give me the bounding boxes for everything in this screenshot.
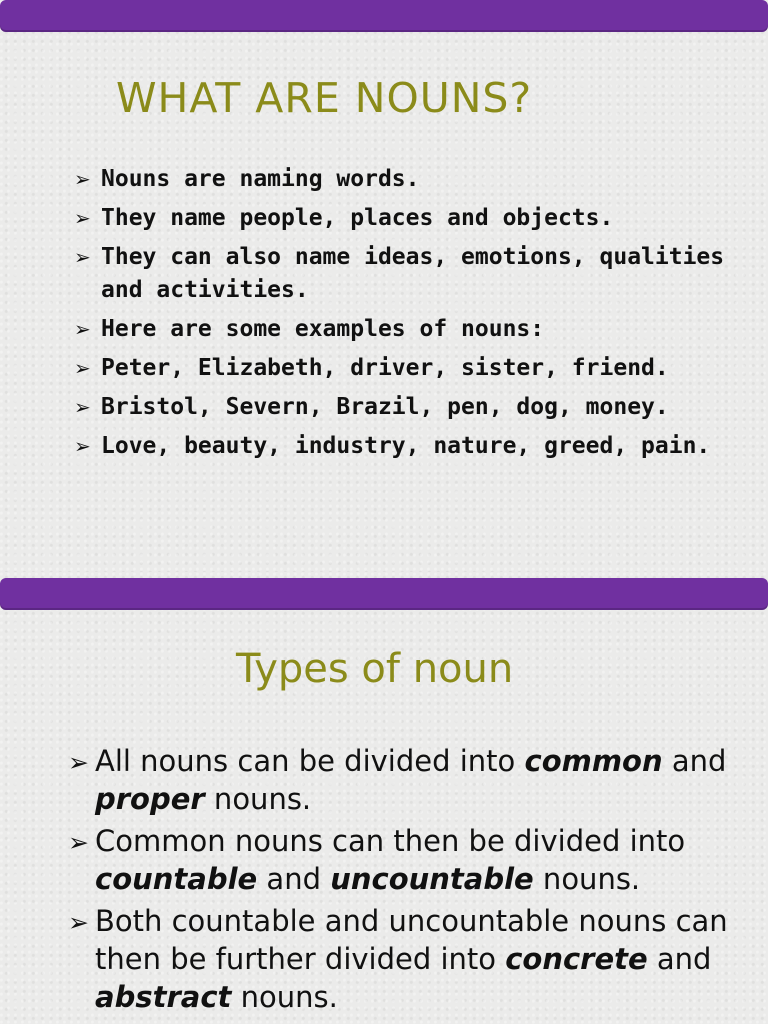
bullet-list — [68, 742, 748, 1020]
arrowhead-bullet-icon: ➢ — [74, 356, 91, 380]
list-item: ➢ Nouns are naming words. — [74, 163, 734, 196]
slide-title: Types of noun — [236, 646, 514, 692]
list-item: ➢ They can also name ideas, emotions, qualities and activities. — [74, 241, 734, 307]
list-item: ➢ They name people, places and objects. — [74, 202, 734, 235]
arrowhead-bullet-icon: ➢ — [74, 206, 91, 230]
list-item: ➢ Common nouns can then be divided into countable and uncountable nouns. — [68, 824, 686, 896]
arrowhead-bullet-icon: ➢ — [68, 908, 89, 937]
list-item: ➢ Both countable and uncountable nouns can then be further divided into concrete and abstract nouns. — [68, 904, 728, 1014]
arrowhead-bullet-icon: ➢ — [74, 395, 91, 419]
arrowhead-bullet-icon: ➢ — [68, 828, 89, 857]
arrowhead-bullet-icon: ➢ — [74, 167, 91, 191]
top-bar — [0, 578, 768, 610]
list-item: ➢ All nouns can be divided into common and proper nouns. — [68, 744, 727, 816]
list-item: ➢ Here are some examples of nouns: — [74, 313, 734, 346]
arrowhead-bullet-icon: ➢ — [74, 245, 91, 269]
list-item: ➢ Peter, Elizabeth, driver, sister, friend. — [74, 352, 734, 385]
top-bar — [0, 0, 768, 32]
bullet-list — [74, 163, 734, 469]
arrowhead-bullet-icon: ➢ — [74, 317, 91, 341]
arrowhead-bullet-icon: ➢ — [74, 434, 91, 458]
arrowhead-bullet-icon: ➢ — [68, 748, 89, 777]
list-item: ➢ Bristol, Severn, Brazil, pen, dog, money. — [74, 391, 734, 424]
slide-title: WHAT ARE NOUNS? — [116, 74, 533, 122]
list-item: ➢ Love, beauty, industry, nature, greed, pain. — [74, 430, 734, 463]
